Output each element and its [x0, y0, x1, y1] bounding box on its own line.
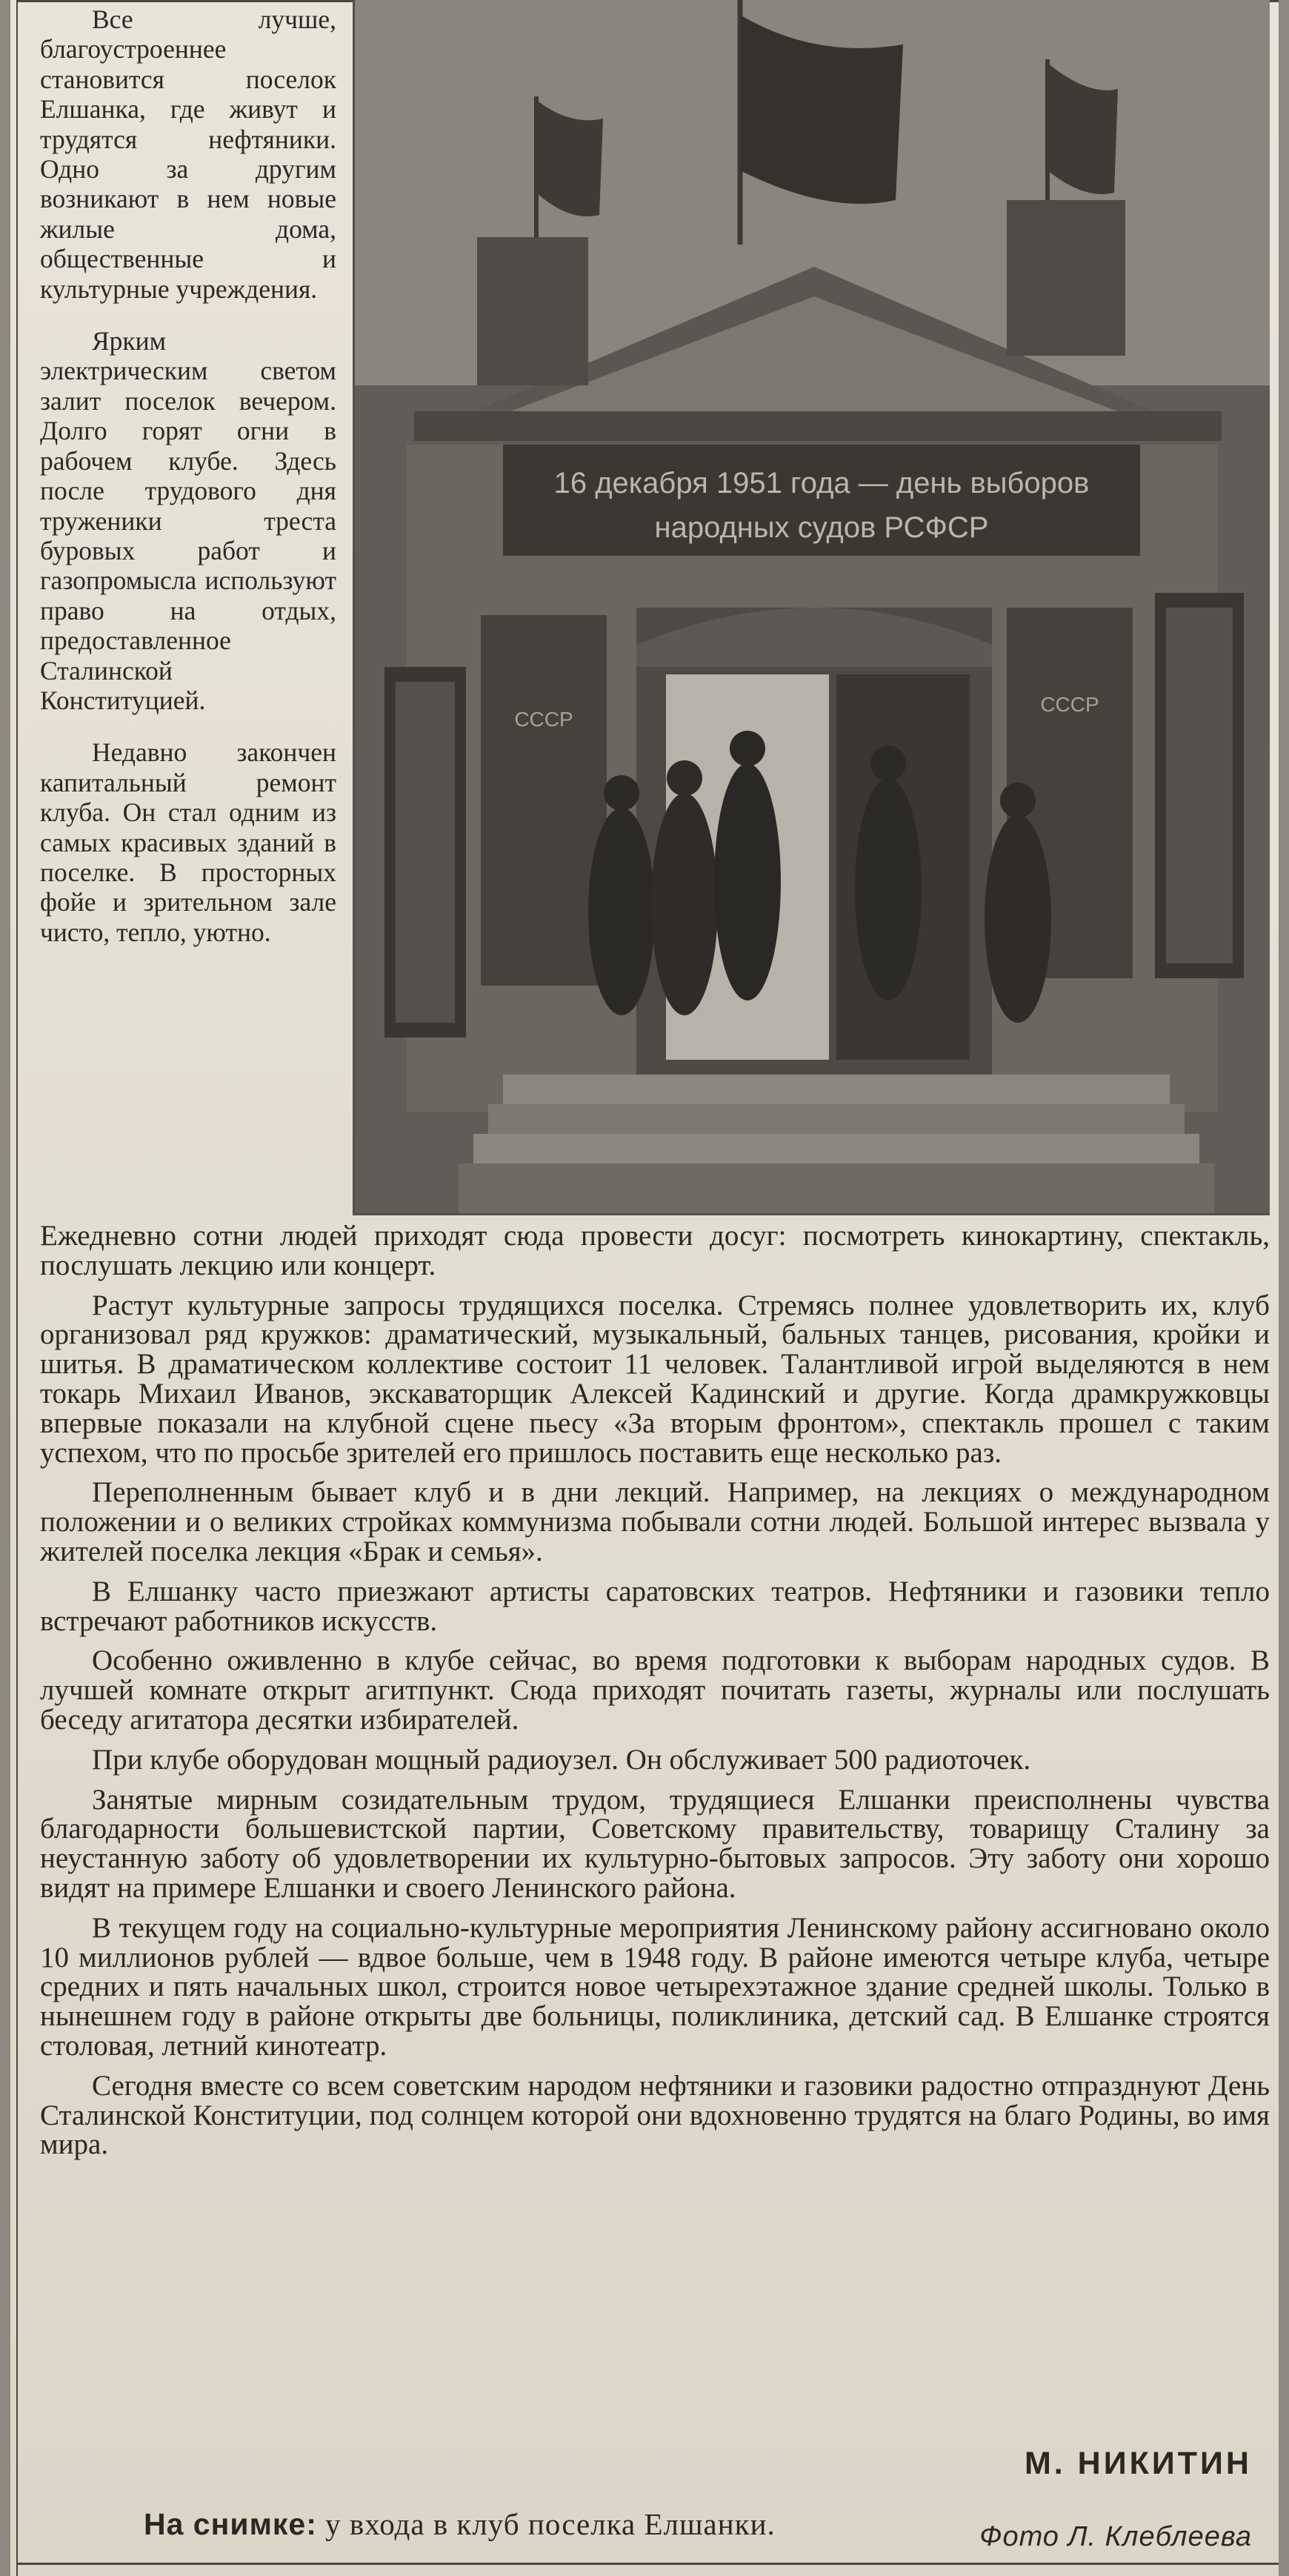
photo-shield-right: СССР — [1040, 693, 1099, 716]
newspaper-page — [10, 0, 1279, 2576]
intro-column — [40, 4, 336, 947]
club-entrance-photo — [353, 0, 1270, 1215]
caption-text: у входа в клуб поселка Елшанки. — [316, 2507, 776, 2541]
body-paragraph-3: Переполненным бывает клуб и в дни лекций. Например, на лекциях о международном положении и о великих стройках коммунизма побывали сотни людей. Большой интерес вызвала у жителей поселка лекция «Брак и семья». — [40, 1476, 1270, 1567]
photo-shield-left: СССР — [514, 708, 573, 731]
body-paragraph-8: В текущем году на социально-культурные мероприятия Ленинскому району ассигновано около 10 миллионов рублей — вдвое больше, чем в 1948 году. В районе имеются четыре клуба, четыре средних и пять начальных школ, строится новое четырехэтажное здание средней школы. Только в нынешнем году в районе открыты две больницы, поликлиника, детский сад. В Елшанке строятся столовая, летний кинотеатр. — [40, 1911, 1270, 2062]
intro-paragraph-2: Ярким электрическим светом залит поселок вечером. Долго горят огни в рабочем клубе. Здесь после трудового дня труженики треста буровых работ и газопромысла используют право на отдых, предоставленное Сталинской Конституцией. — [40, 326, 336, 715]
body-paragraph-7: Занятые мирным созидательным трудом, трудящиеся Елшанки преисполнены чувства благодарности большевистской партии, Советскому правительству, товарищу Сталину за неустанную заботу об удовлетворении их культурно-бытовых запросов. Эту заботу они хорошо видят на примере Елшанки и своего Ленинского района. — [40, 1783, 1270, 1904]
body-paragraph-4: В Елшанку часто приезжают артисты саратовских театров. Нефтяники и газовики тепло встречают работников искусств. — [40, 1575, 1270, 1637]
author-signature: М. НИКИТИН — [1024, 2446, 1252, 2481]
caption-lead: На снимке: — [144, 2507, 317, 2541]
body-paragraph-9: Сегодня вместе со всем советским народом нефтяники и газовики радостно отпразднуют День Сталинской Конституции, под солнцем которой они вдохновенно трудятся на благо Родины, во имя мира. — [40, 2069, 1270, 2161]
body-paragraph-6: При клубе оборудован мощный радиоузел. Он обслуживает 500 радиоточек. — [92, 1743, 1031, 1776]
body-paragraph-5: Особенно оживленно в клубе сейчас, во время подготовки к выборам народных судов. В лучшей комнате открыт агитпункт. Сюда приходят почитать газеты, журналы или послушать беседу агитатора десятки избирателей. — [40, 1644, 1270, 1736]
photo-credit: Фото Л. Клеблеева — [979, 2521, 1252, 2552]
bottom-rule — [16, 2563, 1279, 2565]
intro-paragraph-1: Все лучше, благоустроеннее становится поселок Елшанка, где живут и трудятся нефтяники. Одно за другим возникают в нем новые жилые дома, общественные и культурные учреждения. — [40, 4, 336, 304]
body-paragraph-1: Ежедневно сотни людей приходят сюда провести досуг: посмотреть кинокартину, спектакль, послушать лекцию или концерт. — [40, 1220, 1270, 1281]
body-paragraph-2: Растут культурные запросы трудящихся поселка. Стремясь полнее удовлетворить их, клуб организовал ряд кружков: драматический, музыкальный, бальных танцев, рисования, кройки и шитья. В драматическом коллективе состоит 11 человек. Талантливой игрой выделяются в нем токарь Михаил Иванов, экскаваторщик Алексей Кадинский и другие. Когда драмкружковцы впервые показали на клубной сцене пьесу «За вторым фронтом», спектакль прошел с таким успехом, что по просьбе зрителей его пришлось поставить еще несколько раз. — [40, 1289, 1270, 1469]
left-column-rule — [16, 0, 18, 2576]
photo-banner-line2: народных судов РСФСР — [654, 511, 989, 544]
photo-caption — [144, 2506, 776, 2542]
photo-banner-line1: 16 декабря 1951 года — день выборов — [553, 467, 1090, 499]
article-body — [40, 1221, 1270, 2160]
intro-paragraph-3: Недавно закончен капитальный ремонт клуба. Он стал одним из самых красивых зданий в поселке. В просторных фойе и зрительном зале чисто, тепло, уютно. — [40, 737, 336, 947]
